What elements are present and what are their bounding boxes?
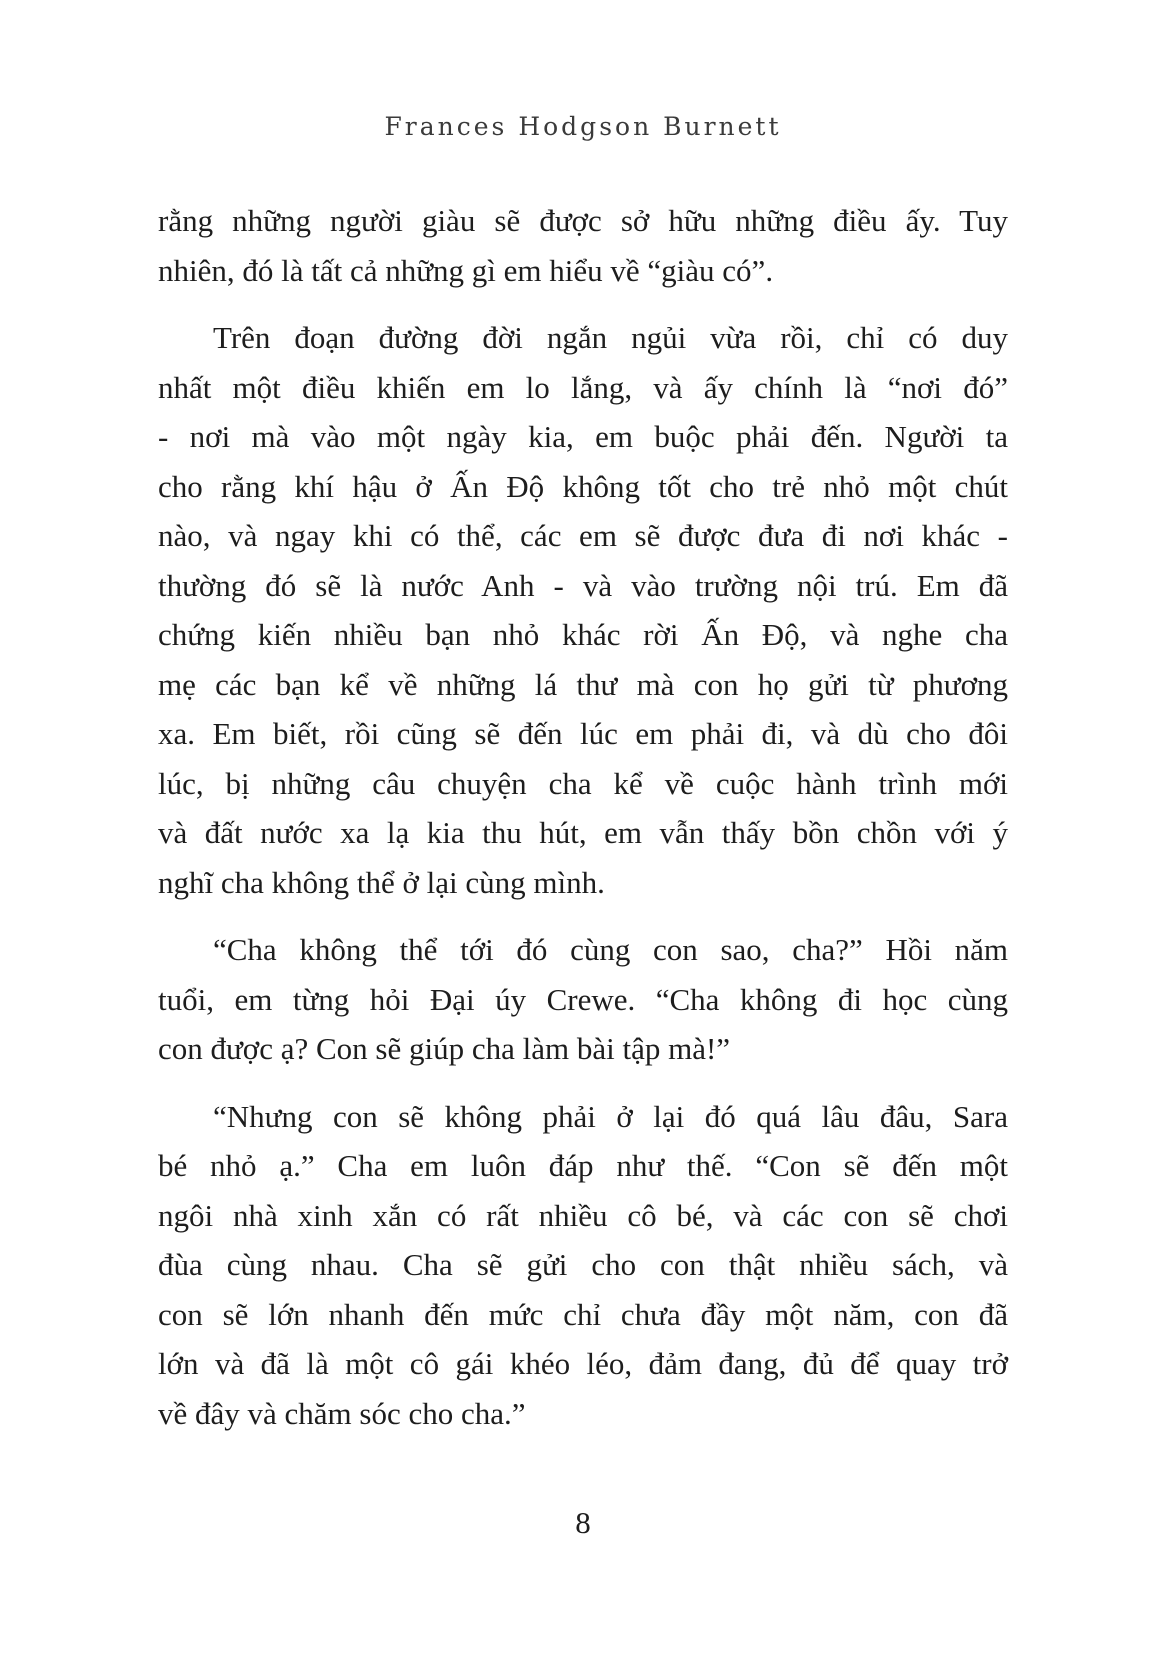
- text-line: mẹ các bạn kể về những lá thư mà con họ gửi từ phương: [158, 666, 1008, 702]
- text-line: xa. Em biết, rồi cũng sẽ đến lúc em phải đi, và dù cho đôi: [158, 716, 1008, 751]
- text-line: thường đó sẽ là nước Anh - và vào trường nội trú. Em đã: [158, 567, 1008, 603]
- paragraph: [158, 313, 1008, 907]
- paragraph: [158, 925, 1008, 1074]
- text-line: nào, và ngay khi có thể, các em sẽ được đưa đi nơi khác -: [158, 518, 1008, 553]
- text-line: nhất một điều khiến em lo lắng, và ấy chính là “nơi đó”: [158, 369, 1008, 405]
- text-line: đùa cùng nhau. Cha sẽ gửi cho con thật nhiều sách, và: [158, 1247, 1008, 1282]
- running-header-author: Frances Hodgson Burnett: [384, 112, 782, 141]
- page-number: 8: [575, 1505, 591, 1540]
- text-line: tuổi, em từng hỏi Đại úy Crewe. “Cha không đi học cùng: [158, 981, 1008, 1017]
- text-line: chứng kiến nhiều bạn nhỏ khác rời Ấn Độ, và nghe cha: [158, 617, 1008, 652]
- text-line: ngôi nhà xinh xắn có rất nhiều cô bé, và các con sẽ chơi: [158, 1197, 1008, 1233]
- text-line: “Cha không thể tới đó cùng con sao, cha?” Hồi năm: [213, 932, 1008, 967]
- paragraph: [158, 1092, 1008, 1439]
- text-line: cho rằng khí hậu ở Ấn Độ không tốt cho trẻ nhỏ một chút: [158, 468, 1008, 504]
- body-text: [158, 196, 1008, 1438]
- text-line: nghĩ cha không thể ở lại cùng mình.: [158, 864, 605, 900]
- text-line: lúc, bị những câu chuyện cha kể về cuộc hành trình mới: [158, 765, 1008, 801]
- text-line: lớn và đã là một cô gái khéo léo, đảm đang, đủ để quay trở: [158, 1346, 1008, 1381]
- paragraph: [158, 196, 1008, 295]
- text-line: con được ạ? Con sẽ giúp cha làm bài tập mà!”: [158, 1031, 731, 1066]
- text-line: nhiên, đó là tất cả những gì em hiểu về “giàu có”.: [158, 252, 774, 288]
- text-line: và đất nước xa lạ kia thu hút, em vẫn thấy bồn chồn với ý: [158, 815, 1008, 850]
- text-line: rằng những người giàu sẽ được sở hữu những điều ấy. Tuy: [158, 203, 1008, 238]
- text-line: Trên đoạn đường đời ngắn ngủi vừa rồi, chỉ có duy: [213, 320, 1008, 355]
- text-line: con sẽ lớn nhanh đến mức chỉ chưa đầy một năm, con đã: [158, 1296, 1008, 1332]
- text-line: về đây và chăm sóc cho cha.”: [158, 1395, 526, 1431]
- text-line: - nơi mà vào một ngày kia, em buộc phải đến. Người ta: [158, 419, 1008, 454]
- text-line: “Nhưng con sẽ không phải ở lại đó quá lâu đâu, Sara: [213, 1098, 1008, 1134]
- text-line: bé nhỏ ạ.” Cha em luôn đáp như thế. “Con sẽ đến một: [158, 1148, 1008, 1183]
